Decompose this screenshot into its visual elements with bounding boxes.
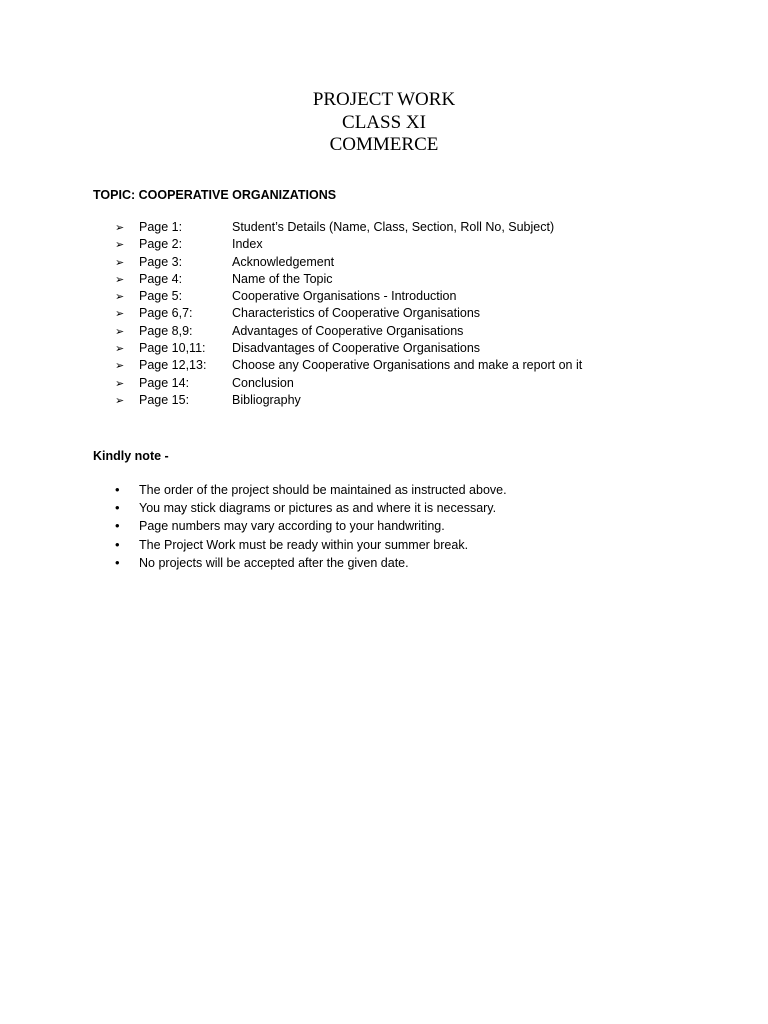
arrow-bullet-icon: ➢ — [115, 256, 125, 269]
index-item — [115, 288, 582, 305]
note-text: No projects will be accepted after the given date. — [139, 555, 409, 570]
index-page-label: Page 2: — [139, 237, 183, 252]
index-page-label: Page 6,7: — [139, 306, 193, 321]
arrow-bullet-icon: ➢ — [115, 239, 125, 252]
index-item — [115, 375, 582, 392]
index-page-label: Page 14: — [139, 375, 190, 390]
note-item — [115, 517, 507, 535]
note-text: The Project Work must be ready within your summer break. — [139, 537, 469, 552]
arrow-bullet-icon: ➢ — [115, 377, 125, 390]
index-item — [115, 254, 582, 271]
index-page-desc: Acknowledgement — [232, 254, 335, 269]
index-item — [115, 323, 582, 340]
index-list — [115, 219, 582, 409]
arrow-bullet-icon: ➢ — [115, 273, 125, 286]
note-item — [115, 554, 507, 572]
index-item — [115, 357, 582, 374]
round-bullet-icon: • — [115, 518, 120, 534]
topic-heading: TOPIC: COOPERATIVE ORGANIZATIONS — [93, 188, 337, 202]
arrow-bullet-icon: ➢ — [115, 222, 125, 234]
index-item — [115, 392, 582, 409]
index-page-label: Page 1: — [139, 220, 183, 234]
note-text: You may stick diagrams or pictures as and where it is necessary. — [139, 501, 497, 516]
index-page-desc: Student’s Details (Name, Class, Section, Roll No, Subject) — [232, 220, 555, 234]
note-item — [115, 499, 507, 517]
index-page-label: Page 12,13: — [139, 358, 207, 373]
title-line-class: CLASS XI — [342, 111, 426, 133]
index-item — [115, 236, 582, 253]
index-page-desc: Index — [232, 237, 263, 252]
note-item — [115, 481, 507, 499]
arrow-bullet-icon: ➢ — [115, 291, 125, 304]
note-text: The order of the project should be maintained as instructed above. — [139, 483, 507, 497]
note-heading: Kindly note - — [93, 449, 169, 463]
index-item — [115, 340, 582, 357]
title-line-subject: COMMERCE — [329, 134, 439, 155]
index-page-desc: Disadvantages of Cooperative Organisations — [232, 341, 481, 356]
index-page-label: Page 10,11: — [139, 341, 206, 356]
index-page-label: Page 15: — [139, 392, 190, 407]
index-page-label: Page 8,9: — [139, 323, 193, 338]
index-page-label: Page 3: — [139, 254, 183, 269]
index-item — [115, 271, 582, 288]
round-bullet-icon: • — [115, 482, 120, 497]
round-bullet-icon: • — [115, 554, 120, 570]
index-page-label: Page 5: — [139, 289, 183, 304]
index-page-desc: Advantages of Cooperative Organisations — [232, 323, 464, 338]
title-line-project-work: PROJECT WORK — [312, 89, 456, 110]
index-item — [115, 305, 582, 322]
note-text: Page numbers may vary according to your handwriting. — [139, 519, 445, 534]
arrow-bullet-icon: ➢ — [115, 343, 125, 356]
note-item — [115, 536, 507, 554]
arrow-bullet-icon: ➢ — [115, 325, 125, 338]
note-list — [115, 481, 507, 572]
index-page-desc: Characteristics of Cooperative Organisations — [232, 306, 481, 321]
arrow-bullet-icon: ➢ — [115, 360, 125, 373]
index-page-desc: Bibliography — [232, 392, 301, 407]
arrow-bullet-icon: ➢ — [115, 308, 125, 321]
arrow-bullet-icon: ➢ — [115, 394, 125, 407]
index-page-label: Page 4: — [139, 271, 183, 286]
index-page-desc: Name of the Topic — [232, 271, 333, 286]
index-page-desc: Choose any Cooperative Organisations and make a report on it — [232, 358, 583, 373]
round-bullet-icon: • — [115, 536, 120, 552]
round-bullet-icon: • — [115, 500, 120, 516]
document-title — [0, 89, 768, 157]
index-page-desc: Conclusion — [232, 375, 294, 390]
index-page-desc: Cooperative Organisations - Introduction — [232, 289, 457, 304]
index-item — [115, 219, 582, 236]
